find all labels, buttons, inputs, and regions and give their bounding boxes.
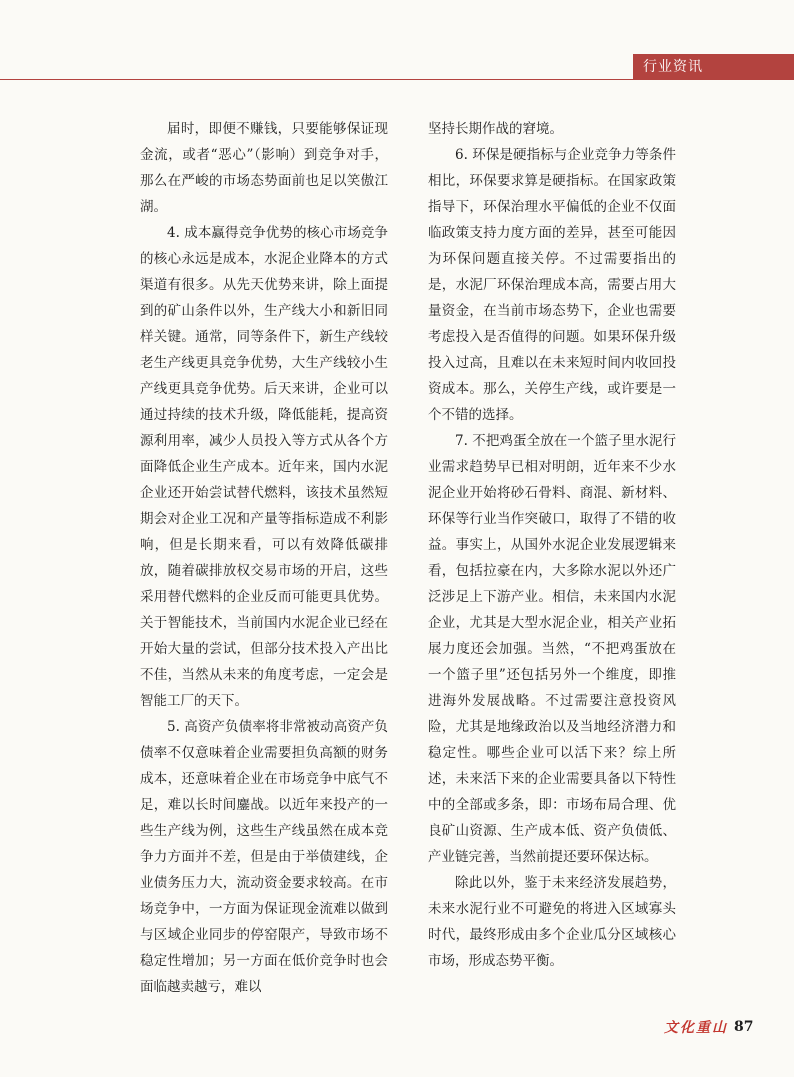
paragraph: 5. 高资产负债率将非常被动高资产负债率不仅意味着企业需要担负高额的财务成本，还意味着企业在市场竞争中底气不足，难以长时间鏖战。以近年来投产的一些生产线为例，这些生产线虽然在成本竞争力方面并不差，但是由于举债建线，企业债务压力大，流动资金要求较高。在市场竞争中，一方面为保证现金流难以做到与区域企业同步的停窑限产，导致市场不稳定性增加；另一方面在低价竞争时也会面临越卖越亏，难以 <box>140 719 388 995</box>
paragraph: 除此以外，鉴于未来经济发展趋势，未来水泥行业不可避免的将进入区域寡头时代，最终形成由多个企业瓜分区域核心市场，形成态势平衡。 <box>428 875 676 969</box>
left-column <box>140 116 388 1000</box>
journal-logo: 文化重山 <box>664 1020 728 1036</box>
paragraph: 届时，即便不赚钱，只要能够保证现金流，或者“恶心”（影响）到竞争对手，那么在严峻的市场态势面前也足以笑傲江湖。 <box>140 121 388 215</box>
paragraph: 7. 不把鸡蛋全放在一个篮子里水泥行业需求趋势早已相对明朗，近年来不少水泥企业开始将砂石骨料、商混、新材料、环保等行业当作突破口，取得了不错的收益。事实上，从国外水泥企业发展逻辑来看，包括拉豪在内，大多除水泥以外还广泛涉足上下游产业。相信，未来国内水泥企业，尤其是大型水泥企业，相关产业拓展力度还会加强。当然，“不把鸡蛋放在一个篮子里”还包括另外一个维度，即推进海外发展战略。不过需要注意投资风险，尤其是地缘政治以及当地经济潜力和稳定性。哪些企业可以活下来？综上所述，未来活下来的企业需要具备以下特性中的全部或多条，即：市场布局合理、优良矿山资源、生产成本低、资产负债低、产业链完善，当然前提还要环保达标。 <box>428 433 676 865</box>
page-footer <box>664 1014 753 1040</box>
paragraph: 坚持长期作战的窘境。 <box>428 121 563 137</box>
right-column <box>428 116 676 974</box>
paragraph: 4. 成本赢得竞争优势的核心市场竞争的核心永远是成本，水泥企业降本的方式渠道有很多。从先天优势来讲，除上面提到的矿山条件以外，生产线大小和新旧同样关键。通常，同等条件下，新生产线较老生产线更具竞争优势，大生产线较小生产线更具竞争优势。后天来讲，企业可以通过持续的技术升级，降低能耗，提高资源利用率，减少人员投入等方式从各个方面降低企业生产成本。近年来，国内水泥企业还开始尝试替代燃料，该技术虽然短期会对企业工况和产量等指标造成不利影响，但是长期来看，可以有效降低碳排放，随着碳排放权交易市场的开启，这些采用替代燃料的企业反而可能更具优势。关于智能技术，当前国内水泥企业已经在开始大量的尝试，但部分技术投入产出比不佳，当然从未来的角度考虑，一定会是智能工厂的天下。 <box>140 225 388 709</box>
page-number: 87 <box>734 1019 754 1035</box>
paragraph: 6. 环保是硬指标与企业竞争力等条件相比，环保要求算是硬指标。在国家政策指导下，环保治理水平偏低的企业不仅面临政策支持力度方面的差异，甚至可能因为环保问题直接关停。不过需要指出的是，水泥厂环保治理成本高，需要占用大量资金，在当前市场态势下，企业也需要考虑投入是否值得的问题。如果环保升级投入过高，且难以在未来短时间内收回投资成本。那么，关停生产线，或许要是一个不错的选择。 <box>428 147 676 423</box>
section-label: 行业资讯 <box>633 54 794 80</box>
